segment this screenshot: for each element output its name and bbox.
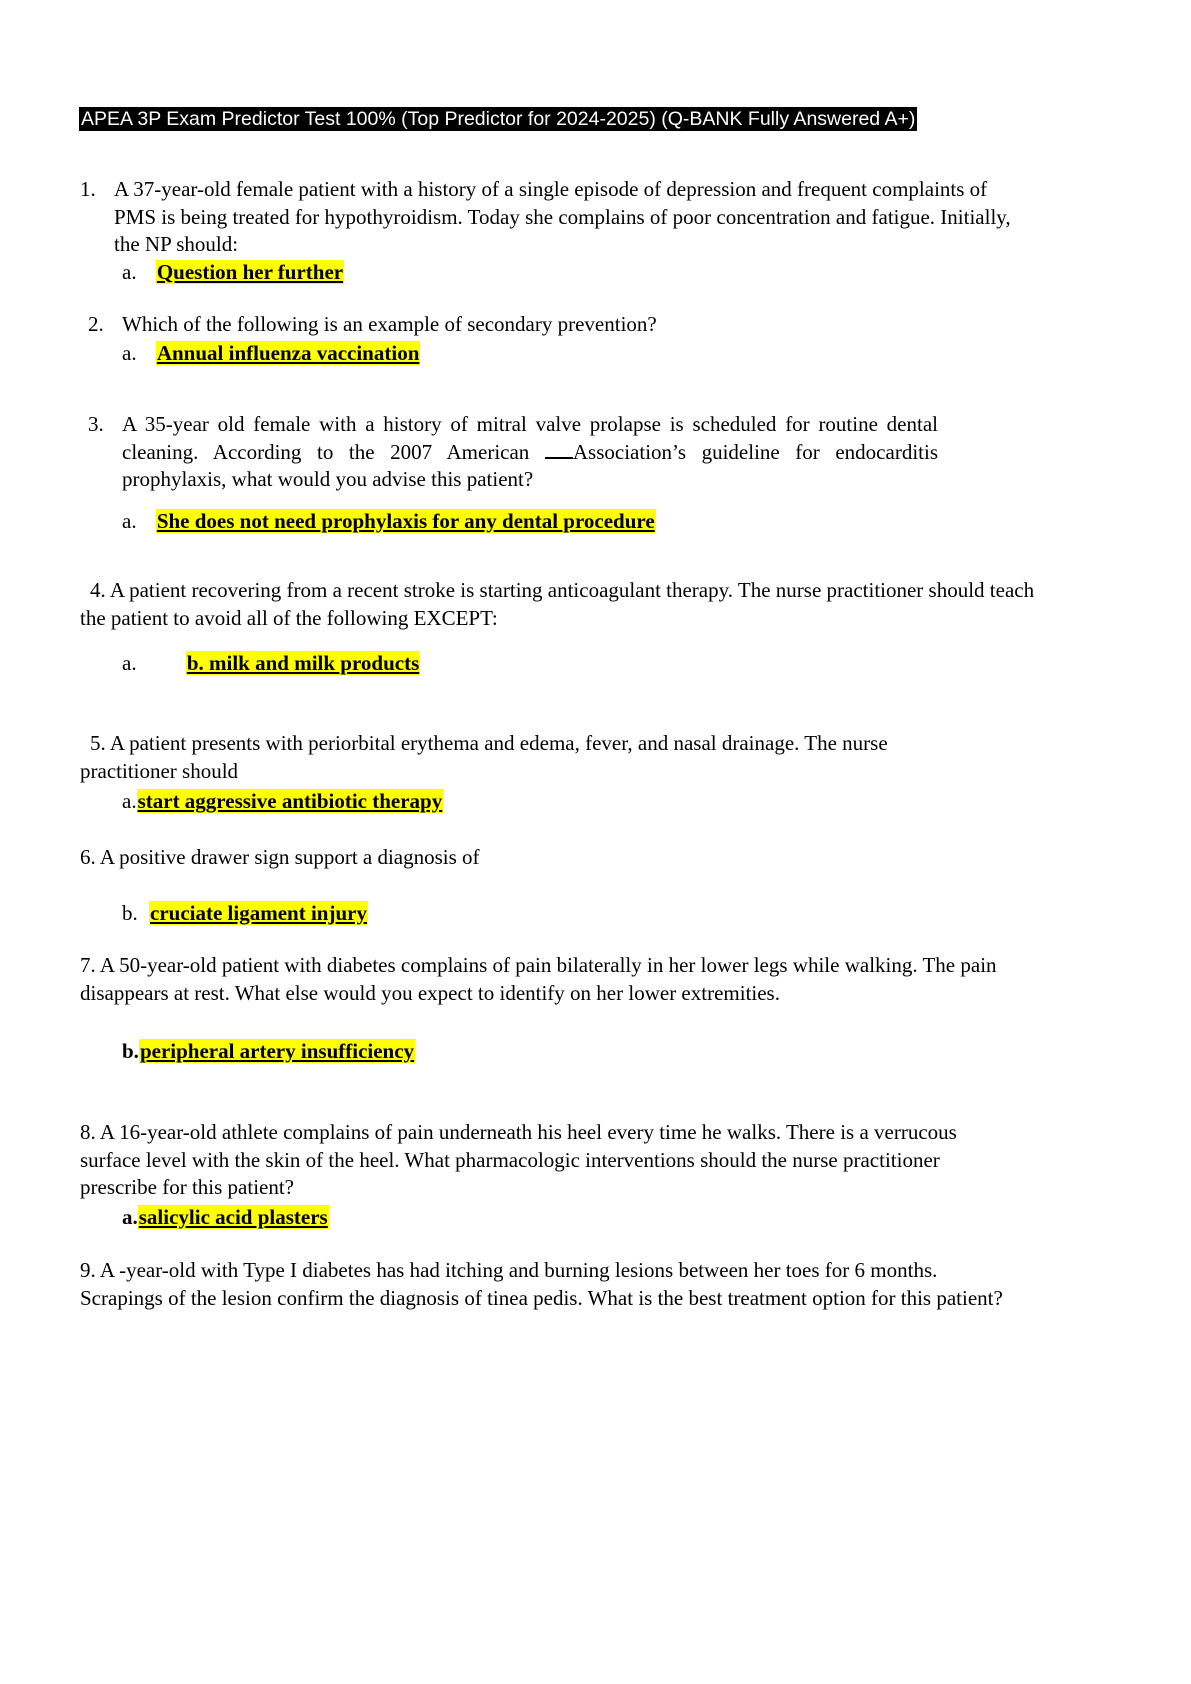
question-1 xyxy=(80,176,1040,259)
question-number: 6. xyxy=(80,845,96,869)
question-text xyxy=(80,730,950,785)
answer-letter: a. xyxy=(122,1205,138,1229)
question-text xyxy=(122,411,938,494)
answer-3 xyxy=(122,508,656,534)
question-number: 4. xyxy=(90,578,106,602)
question-text xyxy=(80,952,1025,1007)
question-number: 9. xyxy=(80,1258,96,1282)
answer-1 xyxy=(122,259,344,285)
question-text xyxy=(80,577,1040,632)
answer-text: Question her further xyxy=(156,260,344,284)
question-number: 7. xyxy=(80,953,96,977)
question-text-part: Association’s guideline for endocarditis prophylaxis, what would you advise this patient? xyxy=(122,439,938,491)
answer-letter: a. xyxy=(122,509,137,533)
question-2 xyxy=(88,311,1048,339)
question-7 xyxy=(80,952,1040,1007)
question-number: 8. xyxy=(80,1120,96,1144)
question-text-part: A 35-year old female with a history of mitral valve prolapse is scheduled for routine dental cleaning. According to the 2007 American xyxy=(122,412,938,464)
question-text xyxy=(80,844,1040,872)
question-text: Which of the following is an example of secondary prevention? xyxy=(122,312,657,336)
question-5 xyxy=(80,730,1040,785)
answer-7 xyxy=(122,1038,415,1064)
question-8 xyxy=(80,1119,1040,1202)
question-4 xyxy=(80,577,1040,632)
answer-2 xyxy=(122,340,420,366)
question-text-body: A -year-old with Type I diabetes has had itching and burning lesions between her toes for 6 months. Scrapings of the lesion confirm the diagnosis of tinea pedis. What is the best treatment option for this patient? xyxy=(80,1258,1003,1310)
answer-6 xyxy=(122,900,368,926)
question-text-body: A positive drawer sign support a diagnosis of xyxy=(99,845,480,869)
answer-text: start aggressive antibiotic therapy xyxy=(137,789,443,813)
question-text xyxy=(80,1119,1015,1202)
answer-text: b. milk and milk products xyxy=(186,651,420,675)
answer-text: cruciate ligament injury xyxy=(150,901,367,925)
question-number: 3. xyxy=(88,412,104,436)
question-text-body: A patient recovering from a recent stroke is starting anticoagulant therapy. The nurse practitioner should teach the patient to avoid all of the following EXCEPT: xyxy=(80,578,1035,630)
answer-4 xyxy=(122,650,420,676)
answer-letter: b. xyxy=(122,901,138,925)
answer-letter: a. xyxy=(122,341,137,365)
answer-text: salicylic acid plasters xyxy=(138,1205,328,1229)
question-number: 1. xyxy=(80,177,96,201)
answer-letter: b. xyxy=(122,1039,139,1063)
answer-letter: a. xyxy=(122,789,137,813)
question-text xyxy=(80,1257,1005,1312)
blank-line xyxy=(545,439,573,459)
question-9 xyxy=(80,1257,1040,1312)
answer-text: Annual influenza vaccination xyxy=(156,341,420,365)
question-6 xyxy=(80,844,1040,872)
answer-5 xyxy=(122,788,443,814)
answer-letter: a. xyxy=(122,260,137,284)
answer-8 xyxy=(122,1204,329,1230)
question-text-body: A 50-year-old patient with diabetes complains of pain bilaterally in her lower legs while walking. The pain disappears at rest. What else would you expect to identify on her lower extremities. xyxy=(80,953,997,1005)
answer-text: peripheral artery insufficiency xyxy=(139,1039,415,1063)
answer-text: She does not need prophylaxis for any dental procedure xyxy=(156,509,655,533)
document-title: APEA 3P Exam Predictor Test 100% (Top Predictor for 2024-2025) (Q-BANK Fully Answered A+) xyxy=(81,108,916,130)
question-text-body: A 16-year-old athlete complains of pain underneath his heel every time he walks. There is a verrucous surface level with the skin of the heel. What pharmacologic interventions should the nurse practitioner prescribe for this patient? xyxy=(80,1120,957,1199)
question-text-body: A patient presents with periorbital erythema and edema, fever, and nasal drainage. The nurse practitioner should xyxy=(80,731,888,783)
answer-letter: a. xyxy=(122,651,137,675)
question-3 xyxy=(88,411,1048,494)
question-number: 2. xyxy=(88,312,104,336)
question-text: A 37-year-old female patient with a history of a single episode of depression and frequent complaints of PMS is being treated for hypothyroidism. Today she complains of poor concentration and fatigue. Initially, the NP should: xyxy=(114,177,1011,256)
question-number: 5. xyxy=(90,731,106,755)
